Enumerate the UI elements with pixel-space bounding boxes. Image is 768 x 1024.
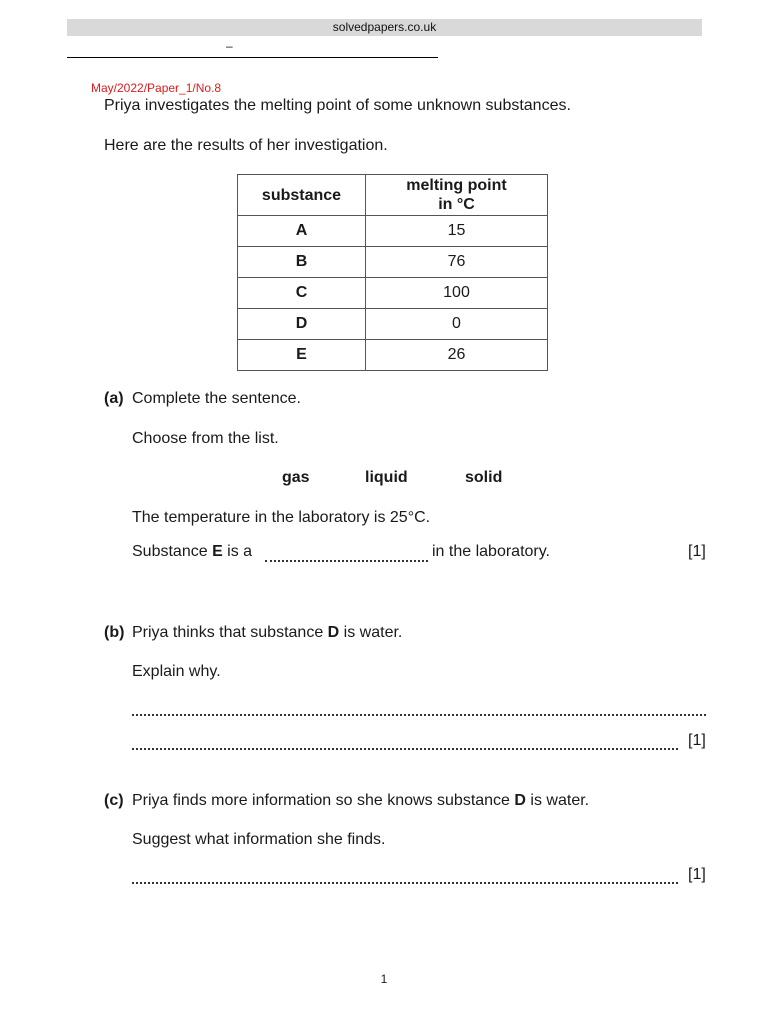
- melting-point-cell: 26: [366, 340, 548, 371]
- header-dash: –: [226, 39, 233, 53]
- option-liquid: liquid: [365, 469, 408, 486]
- header-rule: [67, 57, 438, 58]
- part-a-instruction-1: Complete the sentence.: [132, 390, 301, 407]
- intro-line-2: Here are the results of her investigation.: [104, 137, 388, 154]
- substance-cell: C: [238, 278, 366, 309]
- part-c-text-end: is water.: [525, 792, 590, 809]
- results-table: [237, 174, 548, 371]
- mark-a: [1]: [688, 543, 706, 560]
- substance-cell: A: [238, 216, 366, 247]
- table-header-row: [238, 175, 548, 216]
- part-a-sentence-start: [132, 542, 252, 562]
- part-a-sentence-mid: is a: [222, 543, 253, 560]
- part-b-text-start: Priya thinks that substance: [132, 624, 328, 641]
- header-melting-line-2: in °C: [438, 196, 475, 213]
- melting-point-cell: 100: [366, 278, 548, 309]
- part-b-instruction: Explain why.: [132, 663, 221, 680]
- page-number: 1: [380, 972, 388, 986]
- answer-blank-a[interactable]: [265, 560, 428, 562]
- option-gas: gas: [282, 469, 310, 486]
- substance-e-label: E: [212, 543, 223, 560]
- table-row: [238, 216, 548, 247]
- part-b-label: (b): [104, 624, 125, 641]
- part-c-instruction: Suggest what information she finds.: [132, 831, 386, 848]
- header-melting-line-1: melting point: [406, 177, 507, 194]
- table-row: [238, 340, 548, 371]
- part-b-text-end: is water.: [339, 624, 403, 641]
- temperature-sentence: The temperature in the laboratory is 25°C.: [132, 509, 431, 526]
- part-c-text: [132, 791, 589, 811]
- part-c-label: (c): [104, 792, 124, 809]
- question-reference: May/2022/Paper_1/No.8: [91, 81, 222, 95]
- table-row: [238, 309, 548, 340]
- substance-cell: B: [238, 247, 366, 278]
- substance-d-label: D: [514, 792, 526, 809]
- part-a-instruction-2: Choose from the list.: [132, 430, 279, 447]
- answer-line-b-1[interactable]: [132, 714, 706, 716]
- answer-line-b-2[interactable]: [132, 748, 678, 750]
- header-substance: substance: [238, 175, 366, 216]
- part-a-sentence-end: in the laboratory.: [432, 543, 550, 560]
- header-melting-point: [366, 175, 548, 216]
- mark-c: [1]: [688, 866, 706, 883]
- melting-point-cell: 15: [366, 216, 548, 247]
- intro-line-1: Priya investigates the melting point of some unknown substances.: [104, 97, 571, 114]
- table-row: [238, 247, 548, 278]
- melting-point-cell: 0: [366, 309, 548, 340]
- answer-line-c[interactable]: [132, 882, 678, 884]
- option-solid: solid: [465, 469, 503, 486]
- part-b-text: [132, 623, 402, 643]
- part-c-text-start: Priya finds more information so she knows substance: [132, 792, 515, 809]
- table-row: [238, 278, 548, 309]
- substance-cell: D: [238, 309, 366, 340]
- mark-b: [1]: [688, 732, 706, 749]
- melting-point-cell: 76: [366, 247, 548, 278]
- part-a-sentence-prefix: Substance: [132, 543, 213, 560]
- substance-d-label: D: [327, 624, 340, 641]
- part-a-label: (a): [104, 390, 124, 407]
- substance-cell: E: [238, 340, 366, 371]
- site-header-bar: solvedpapers.co.uk: [67, 19, 702, 36]
